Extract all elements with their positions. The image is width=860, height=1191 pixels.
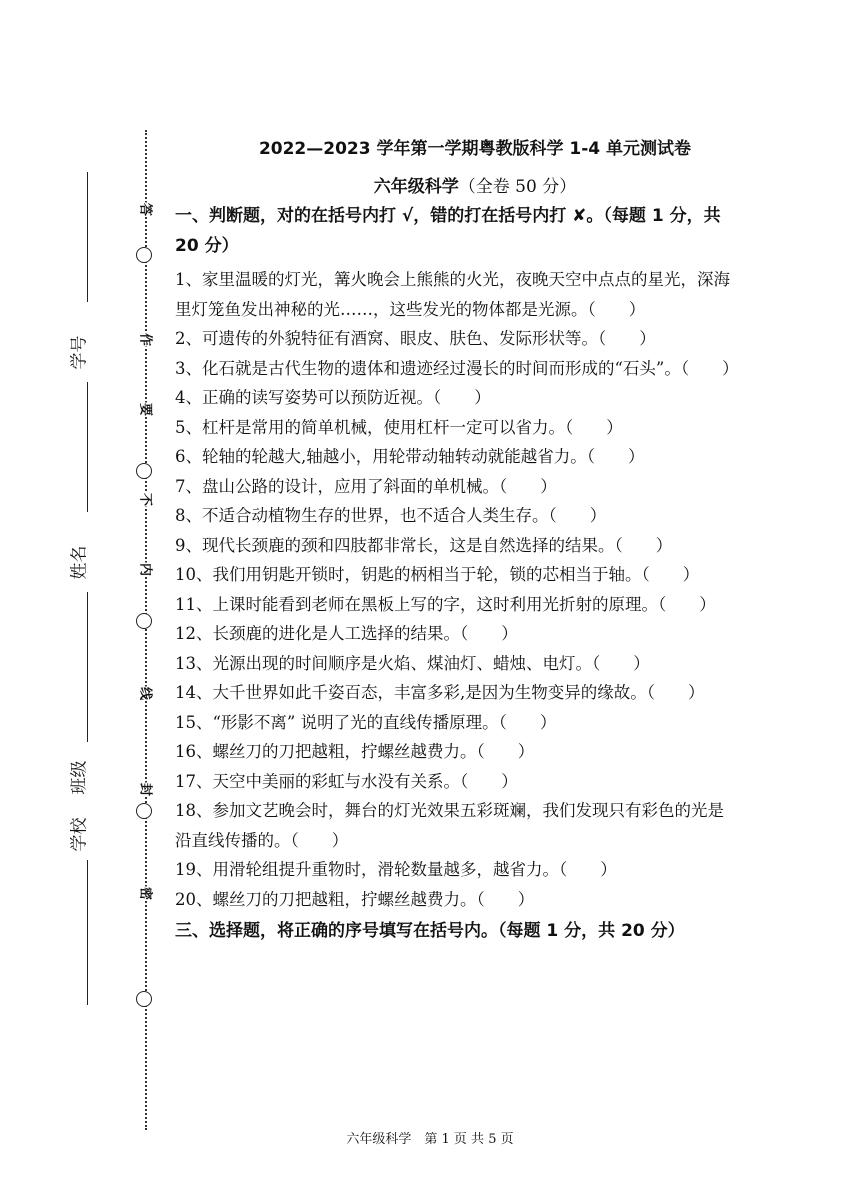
question-item: 16、螺丝刀的刀把越粗，拧螺丝越费力。（ ） (175, 742, 535, 761)
question-item: 13、光源出现的时间顺序是火焰、煤油灯、蜡烛、电灯。（ ） (175, 653, 650, 673)
binding-hole (136, 803, 152, 819)
question-item: 19、用滑轮组提升重物时，滑轮数量越多，越省力。（ ） (175, 860, 617, 879)
binding-hole (136, 247, 152, 263)
grade-subject: 六年级科学 (373, 177, 459, 197)
seal-char: 密 (137, 886, 153, 900)
binding-hole (136, 991, 152, 1007)
question-item: 17、天空中美丽的彩虹与水没有关系。（ ） (175, 771, 518, 791)
exam-subtitle (215, 175, 735, 199)
question-item: 2、可遗传的外貌特征有酒窝、眼皮、肤色、发际形状等。（ ） (175, 329, 656, 348)
seal-char: 封 (137, 782, 153, 796)
seal-char: 内 (137, 562, 153, 576)
question-item: 10、我们用钥匙开锁时，钥匙的柄相当于轮，锁的芯相当于轴。（ ） (175, 565, 700, 584)
total-score: （全卷 50 分） (458, 177, 577, 197)
seal-char: 要 (137, 402, 153, 416)
question-item: 11、上课时能看到老师在黑板上写的字，这时利用光折射的原理。（ ） (175, 594, 716, 614)
page-footer: 六年级科学 第 1 页 共 5 页 (346, 1132, 514, 1147)
question-item: 15、“形影不离” 说明了光的直线传播原理。（ ） (175, 712, 557, 732)
seal-char: 作 (137, 332, 153, 346)
seal-char: 不 (137, 492, 153, 506)
question-item: 9、现代长颈鹿的颈和四肢都非常长，这是自然选择的结果。（ ） (175, 535, 673, 555)
exam-content (175, 135, 739, 946)
name-line[interactable] (87, 382, 88, 512)
school-label: 学校 (69, 817, 90, 852)
question-item: 12、长颈鹿的进化是人工选择的结果。（ ） (175, 624, 518, 643)
section-heading: 三、选择题，将正确的序号填写在括号内。（每题 1 分，共 20 分） (175, 921, 685, 941)
question-item: 14、大千世界如此千姿百态，丰富多彩,是因为生物变异的缘故。（ ） (175, 683, 705, 702)
question-item: 6、轮轴的轮越大,轴越小，用轮带动轴转动就能越省力。（ ） (175, 447, 645, 466)
question-list (175, 265, 739, 914)
name-label: 姓名 (69, 545, 90, 580)
question-item: 8、不适合动植物生存的世界，也不适合人类生存。（ ） (175, 506, 607, 525)
class-line[interactable] (87, 592, 88, 742)
question-item: 18、参加文艺晚会时，舞台的灯光效果五彩斑斓，我们发现只有彩色的光是沿直线传播的。（ ） (175, 801, 724, 850)
question-item: 4、正确的读写姿势可以预防近视。（ ） (175, 388, 491, 407)
student-id-line[interactable] (87, 172, 88, 302)
student-id-label: 学号 (69, 335, 90, 370)
binding-hole (136, 463, 152, 479)
seal-char: 线 (137, 686, 153, 700)
binding-dotted-line (145, 130, 147, 1130)
exam-title: 2022—2023 学年第一学期粤教版科学 1-4 单元测试卷 (258, 139, 692, 159)
question-item: 5、杠杆是常用的简单机械，使用杠杆一定可以省力。（ ） (175, 417, 623, 437)
class-label: 班级 (69, 760, 90, 795)
section-heading: 一、判断题，对的在括号内打 √，错的打在括号内打 ✘。（每题 1 分，共 20 分） (175, 206, 721, 256)
seal-char: 答 (137, 202, 153, 216)
question-item: 7、盘山公路的设计，应用了斜面的单机械。（ ） (175, 476, 557, 496)
question-item: 20、螺丝刀的刀把越粗，拧螺丝越费力。（ ） (175, 889, 535, 909)
question-item: 1、家里温暖的灯光，篝火晚会上熊熊的火光，夜晚天空中点点的星光，深海里灯笼鱼发出神秘的光……，这些发光的物体都是光源。（ ） (175, 270, 730, 319)
school-line[interactable] (87, 860, 88, 1005)
binding-hole (136, 613, 152, 629)
question-item: 3、化石就是古代生物的遗体和遗迹经过漫长的时间而形成的“石头”。（ ） (175, 358, 739, 378)
